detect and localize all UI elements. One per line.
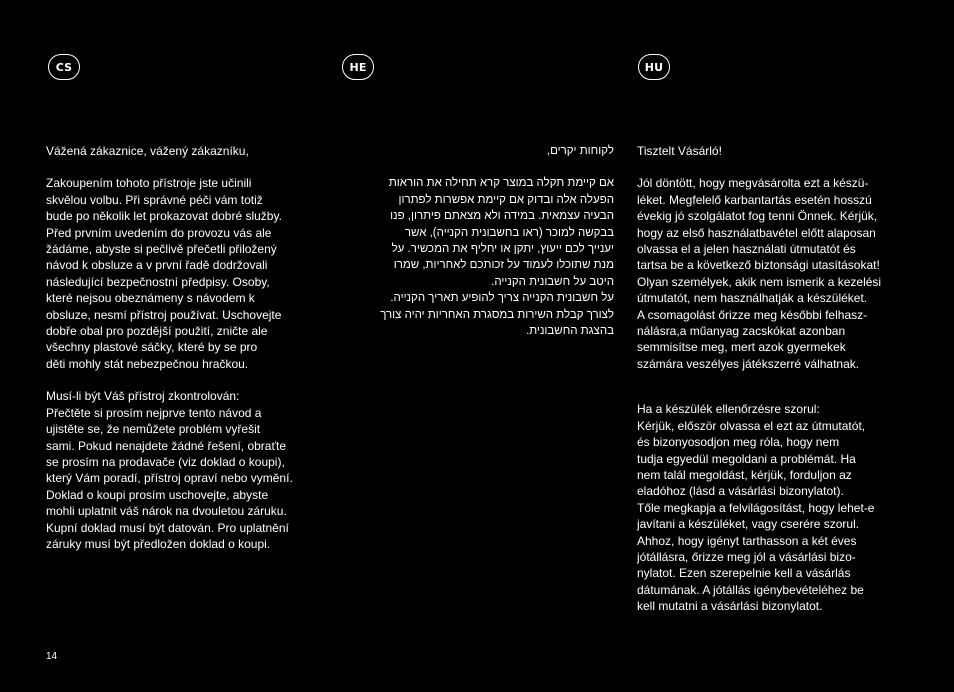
text-line: hogy az első használatbavétel előtt alaposan bbox=[637, 225, 876, 240]
text-line: לצורך קבלת השירות במסגרת האחריות יהיה צורך bbox=[380, 308, 614, 321]
text-line: dobře obal pro pozdější použití, zničte ale bbox=[46, 324, 268, 339]
cs-paragraph-1 bbox=[46, 175, 318, 372]
column-czech bbox=[46, 143, 318, 552]
he-greeting: לקוחות יקרים, bbox=[546, 145, 614, 157]
language-badge-cs: CS bbox=[48, 54, 80, 80]
text-line: útmutatót, nem használhatják a készüléket. bbox=[637, 291, 868, 306]
text-line: הבעיה עצמאית. במידה ולא מצאתם פיתרון, פנו bbox=[390, 210, 614, 223]
text-line: nálásra,a műanyag zacskókat azonban bbox=[637, 324, 846, 339]
text-line: Kérjük, először olvassa el ezt az útmutatót, bbox=[637, 418, 866, 433]
text-line: ujistěte se, že nemůžete problém vyřešit bbox=[46, 422, 261, 437]
text-line: eladóhoz (lásd a vásárlási bizonylatot). bbox=[637, 484, 844, 499]
text-line: Musí-li být Váš přístroj zkontrolován: bbox=[46, 389, 240, 404]
cs-greeting: Vážená zákaznice, vážený zákazníku, bbox=[46, 144, 249, 158]
text-line: mohli uplatnit váš nárok na dvouletou záruku. bbox=[46, 504, 287, 519]
text-line: אם קיימת תקלה במוצר קרא תחילה את הוראות bbox=[388, 177, 614, 190]
text-line: על חשבונית הקנייה צריך להופיע תאריך הקנייה. bbox=[390, 292, 614, 305]
text-line: se prosím na prodavače (viz doklad o koupi), bbox=[46, 454, 285, 469]
text-line: následující bezpečnostní předpisy. Osoby, bbox=[46, 274, 270, 289]
column-hebrew bbox=[342, 143, 614, 339]
language-badge-he: HE bbox=[342, 54, 374, 80]
text-line: které nejsou obeznámeny s návodem k bbox=[46, 291, 255, 306]
text-line: olvassa el a jelen használati útmutatót és bbox=[637, 242, 856, 257]
text-line: obsluze, nesmí přístroj používat. Uschovejte bbox=[46, 307, 282, 322]
text-line: dátumának. A jótállás igénybevételéhez be bbox=[637, 582, 864, 597]
text-line: léket. Megfelelő karbantartás esetén hosszú bbox=[637, 192, 872, 207]
hu-paragraph-2 bbox=[637, 401, 909, 614]
he-paragraph-1 bbox=[342, 175, 614, 339]
hu-paragraph-1 bbox=[637, 175, 909, 372]
text-line: Jól döntött, hogy megvásárolta ezt a készü- bbox=[637, 176, 869, 191]
text-line: javítani a készüléket, vagy cserére szorul. bbox=[637, 517, 860, 532]
text-line: kell mutatni a vásárlási bizonylatot. bbox=[637, 599, 823, 614]
text-line: semmisítse meg, mert azok gyermekek bbox=[637, 340, 846, 355]
text-line: Doklad o koupi prosím uschovejte, abyste bbox=[46, 487, 269, 502]
page-number: 14 bbox=[46, 651, 58, 662]
text-line: Před prvním uvedením do provozu vás ale bbox=[46, 225, 272, 240]
text-line: tudja egyedül megoldani a problémát. Ha bbox=[637, 451, 856, 466]
text-line: בהצגת החשבונית. bbox=[526, 325, 614, 338]
text-line: děti mohly stát nebezpečnou hračkou. bbox=[46, 356, 249, 371]
text-line: Olyan személyek, akik nem ismerik a kezelési bbox=[637, 274, 882, 289]
language-badge-hu: HU bbox=[638, 54, 670, 80]
text-line: מנת שתוכלו לעמוד על זכותכם לאחריות, שמרו bbox=[393, 259, 614, 272]
text-line: בבקשה למוכר (ראו בחשבונית הקנייה), אשר bbox=[404, 226, 614, 239]
text-line: הפעלה אלה ובדוק אם קיימת אפשרות לפתרון bbox=[398, 193, 614, 206]
text-line: žádáme, abyste si pečlivě přečetli přiložený bbox=[46, 242, 277, 257]
text-line: všechny plastové sáčky, které by se pro bbox=[46, 340, 258, 355]
text-line: tartsa be a következő biztonsági utasításokat! bbox=[637, 258, 880, 273]
text-line: Tőle megkapja a felvilágosítást, hogy lehet-e bbox=[637, 500, 875, 515]
text-line: který Vám poradí, přístroj opraví nebo vymění. bbox=[46, 471, 293, 486]
text-line: היטב על חשבונית הקנייה. bbox=[491, 275, 614, 288]
hu-greeting: Tisztelt Vásárló! bbox=[637, 144, 722, 158]
cs-paragraph-2 bbox=[46, 388, 318, 552]
text-line: skvělou volbu. Při správné péči vám totiž bbox=[46, 192, 263, 207]
text-line: évekig jó szolgálatot fog tenni Önnek. Kérjük, bbox=[637, 209, 878, 224]
text-line: Zakoupením tohoto přístroje jste učinili bbox=[46, 176, 252, 191]
text-line: Kupní doklad musí být datován. Pro uplatnění bbox=[46, 520, 289, 535]
text-line: Přečtěte si prosím nejprve tento návod a bbox=[46, 405, 262, 420]
text-line: számára veszélyes játékszerré válhatnak. bbox=[637, 356, 860, 371]
text-line: sami. Pokud nenajdete žádné řešení, obraťte bbox=[46, 438, 286, 453]
text-line: jótállásra, őrizze meg jól a vásárlási bizo- bbox=[637, 549, 856, 564]
text-line: és bizonyosodjon meg róla, hogy nem bbox=[637, 435, 840, 450]
text-line: návod k obsluze a v první řadě dodržovali bbox=[46, 258, 268, 273]
text-line: יענייך לכם ייעוץ, יתקן או יחליף את המכשיר. על bbox=[391, 243, 614, 256]
text-line: záruky musí být předložen doklad o koupi. bbox=[46, 536, 271, 551]
text-line: A csomagolást őrizze meg későbbi felhasz- bbox=[637, 307, 868, 322]
text-line: bude po několik let prokazovat dobré služby. bbox=[46, 209, 282, 224]
text-line: nylatot. Ezen szerepelnie kell a vásárlás bbox=[637, 566, 851, 581]
column-hungarian bbox=[637, 143, 909, 615]
text-line: Ahhoz, hogy igényt tarthasson a két éves bbox=[637, 533, 857, 548]
text-line: nem talál megoldást, kérjük, forduljon az bbox=[637, 467, 852, 482]
text-line: Ha a készülék ellenőrzésre szorul: bbox=[637, 402, 820, 417]
